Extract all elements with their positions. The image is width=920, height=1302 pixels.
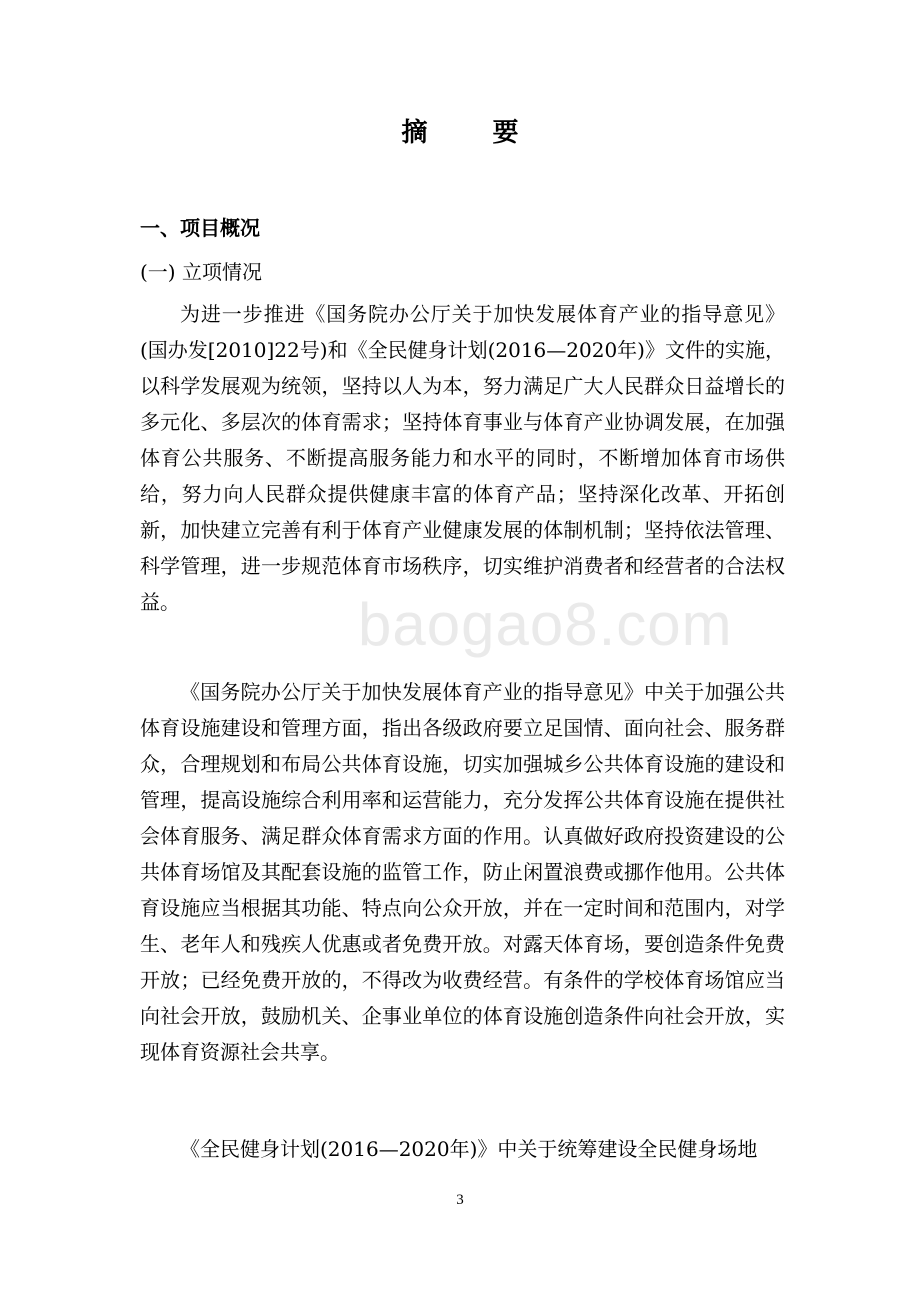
page-title: 摘 要 (401, 118, 547, 148)
paragraph-3: 《全民健身计划(2016—2020年)》中关于统筹建设全民健身场地 (180, 1137, 758, 1161)
subsection-heading: (一) 立项情况 (140, 260, 262, 284)
paragraph-1: 为进一步推进《国务院办公厅关于加快发展体育产业的指导意见》(国办发[2010]22号)和《全民健身计划(2016—2020年)》文件的实施，以科学发展观为统领，坚持以人为本，努力满足广大人民群众日益增长的多元化、多层次的体育需求；坚持体育事业与体育产业协调发展，在加强体育公共服务、不断提高服务能力和水平的同时，不断增加体育市场供给，努力向人民群众提供健康丰富的体育产品；坚持深化改革、开拓创新，加快建立完善有利于体育产业健康发展的体制机制；坚持依法管理、科学管理，进一步规范体育市场秩序，切实维护消费者和经营者的合法权益。 (140, 302, 785, 614)
watermark-logo: baogao8.com (358, 591, 733, 658)
page-number: 3 (456, 1192, 464, 1208)
paragraph-2: 《国务院办公厅关于加快发展体育产业的指导意见》中关于加强公共体育设施建设和管理方面，指出各级政府要立足国情、面向社会、服务群众，合理规划和布局公共体育设施，切实加强城乡公共体育设施的建设和管理，提高设施综合利用率和运营能力，充分发挥公共体育设施在提供社会体育服务、满足群众体育需求方面的作用。认真做好政府投资建设的公共体育场馆及其配套设施的监管工作，防止闲置浪费或挪作他用。公共体育设施应当根据其功能、特点向公众开放，并在一定时间和范围内，对学生、老年人和残疾人优惠或者免费开放。对露天体育场，要创造条件免费开放；已经免费开放的，不得改为收费经营。有条件的学校体育场馆应当向社会开放，鼓励机关、企事业单位的体育设施创造条件向社会开放，实现体育资源社会共享。 (140, 680, 785, 1064)
section-heading: 一、项目概况 (140, 216, 260, 240)
